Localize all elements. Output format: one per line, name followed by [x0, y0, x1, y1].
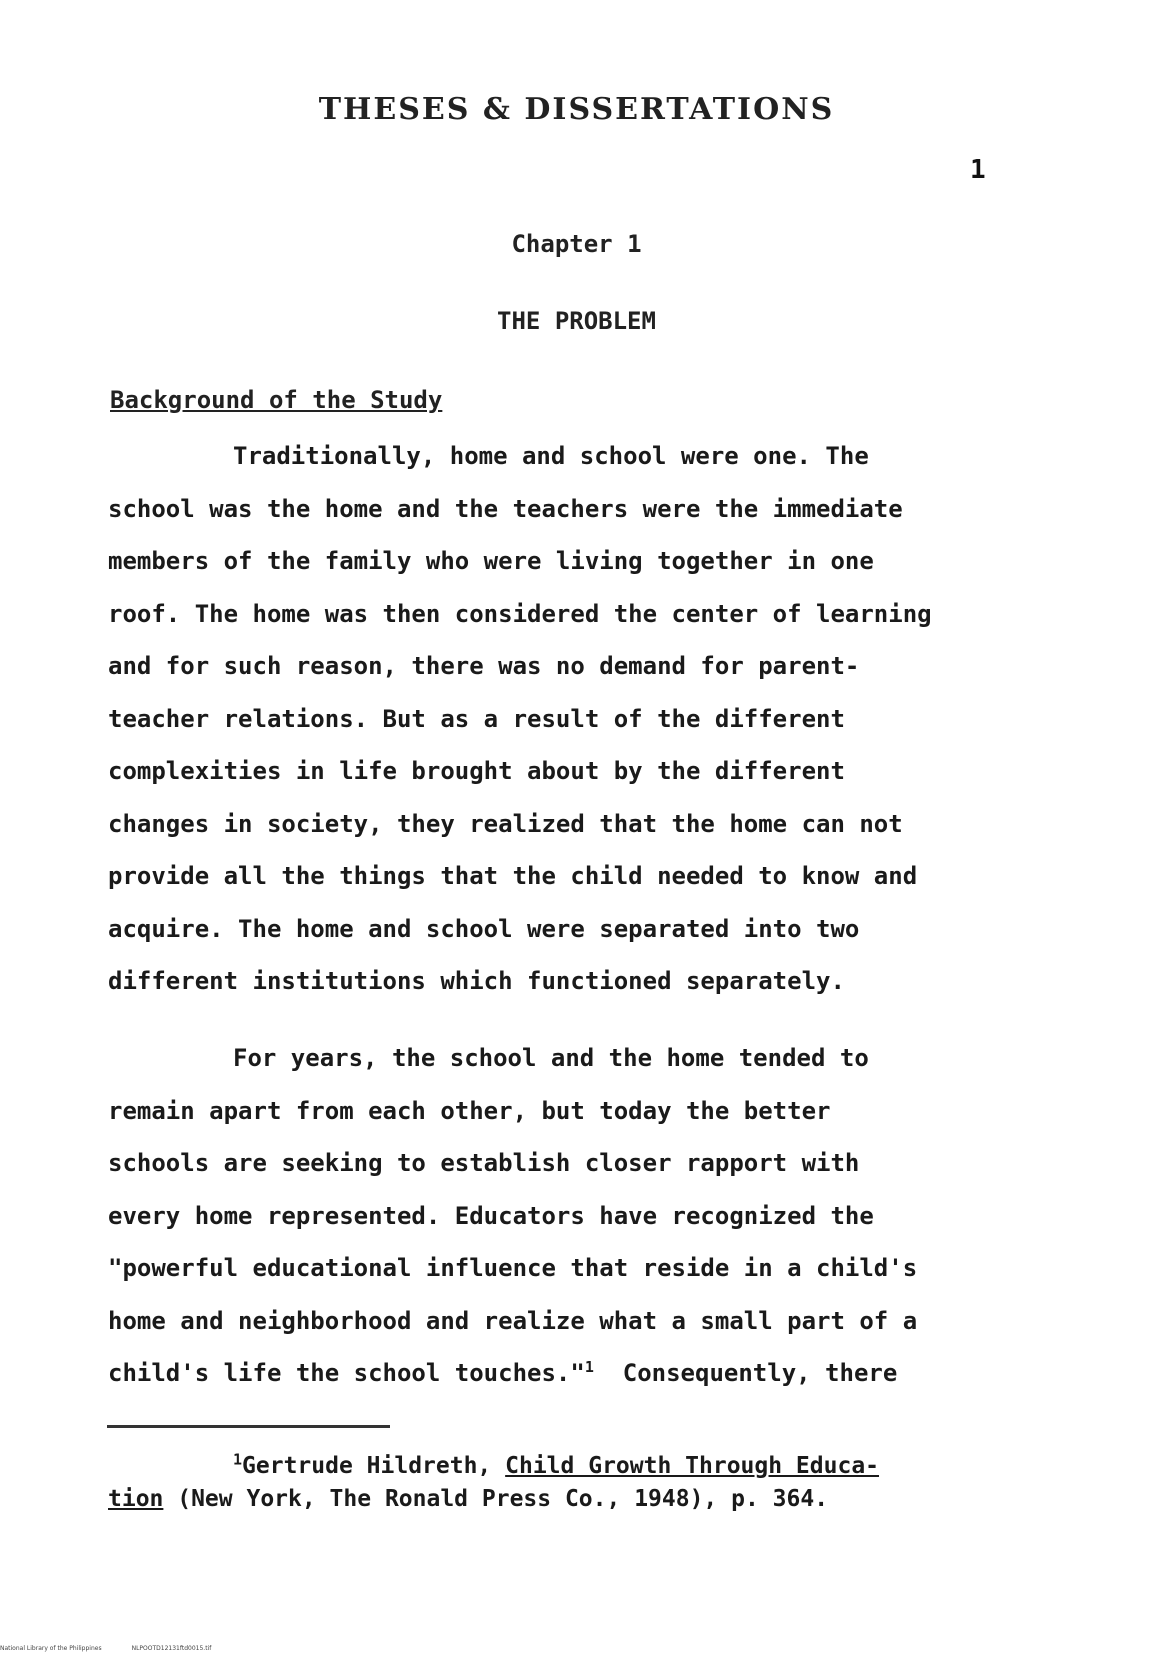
footnote-divider: [107, 1425, 390, 1428]
paragraph-line: For years, the school and the home tended to: [233, 1044, 869, 1072]
paragraph-line-tail: Consequently, there: [593, 1359, 898, 1387]
footnote-number: 1: [233, 1450, 243, 1469]
paragraph-line-last: [108, 1347, 1048, 1400]
paragraph-line: changes in society, they realized that the home can not: [108, 809, 903, 838]
paragraph-line: schools are seeking to establish closer rapport with: [108, 1149, 860, 1177]
paragraph-line: home and neighborhood and realize what a small part of a: [108, 1306, 918, 1335]
footnote-line: [108, 1450, 1048, 1483]
archive-caption: [0, 1645, 241, 1652]
section-heading: Background of the Study: [110, 386, 443, 414]
paragraph-line: "powerful educational influence that reside in a child's: [108, 1254, 918, 1282]
archive-file: NLPOOTD12131ftd0015.tif: [131, 1645, 212, 1652]
paragraph-line: provide all the things that the child needed to know and: [108, 862, 918, 890]
paragraph-line: school was the home and the teachers were the immediate: [108, 494, 903, 523]
paragraph-line: roof. The home was then considered the center of learning: [108, 599, 932, 628]
paragraph-line: acquire. The home and school were separated into two: [108, 914, 860, 943]
paragraph-line: complexities in life brought about by the different: [108, 757, 845, 785]
paragraph-line: every home represented. Educators have recognized the: [108, 1201, 874, 1230]
chapter-title: THE PROBLEM: [497, 307, 656, 335]
paragraph-line: Traditionally, home and school were one. The: [233, 442, 869, 470]
paragraph-line: members of the family who were living together in one: [108, 547, 874, 575]
paragraph-line-text: child's life the school touches.": [108, 1359, 585, 1387]
footnote-line: [108, 1483, 1048, 1516]
paragraph-line: remain apart from each other, but today the better: [108, 1096, 831, 1125]
archive-library: National Library of the Philippines: [0, 1645, 102, 1652]
paragraph-line: and for such reason, there was no demand for parent-: [108, 652, 860, 680]
footnote-book-title-cont: tion: [108, 1486, 164, 1512]
chapter-label: Chapter 1: [511, 230, 642, 258]
footnote-publication: (New York, The Ronald Press Co., 1948), p. 364.: [163, 1486, 829, 1512]
footnote-author: Gertrude Hildreth,: [242, 1453, 506, 1479]
paragraph-line: different institutions which functioned separately.: [108, 967, 845, 995]
footnote-book-title: Child Growth Through Educa-: [505, 1453, 880, 1479]
page-number: 1: [970, 155, 986, 185]
paragraph-2: [108, 1032, 1048, 1400]
paragraph-line: teacher relations. But as a result of the different: [108, 704, 845, 733]
theses-dissertations-stamp: THESES & DISSERTATIONS: [318, 92, 835, 127]
paragraph-1: [108, 430, 1048, 1008]
footnote: [108, 1450, 1048, 1516]
footnote-reference[interactable]: 1: [584, 1358, 594, 1376]
